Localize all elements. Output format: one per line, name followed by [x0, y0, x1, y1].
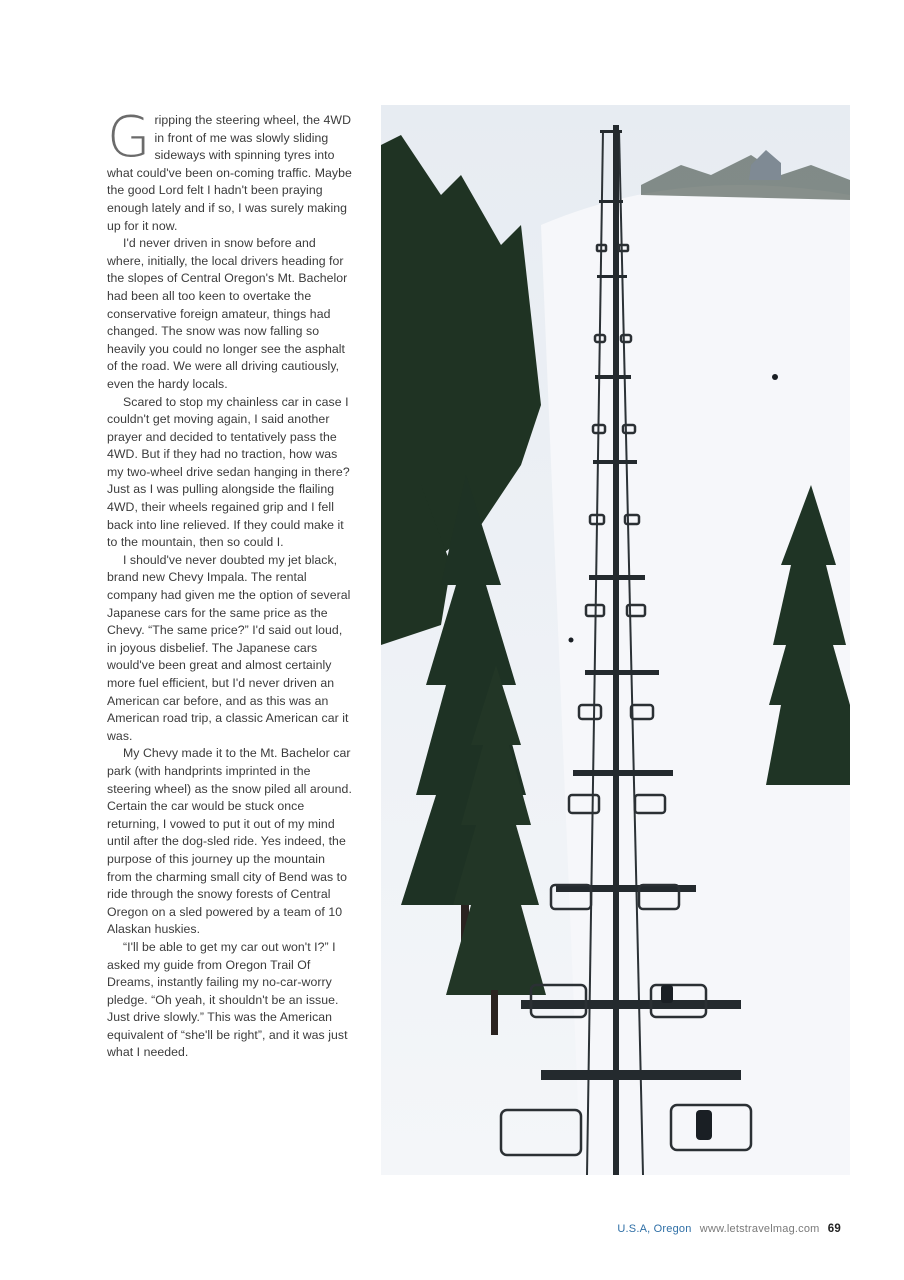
- article-paragraph-6: “I'll be able to get my car out won't I?” I asked my guide from Oregon Trail Of Dreams, instantly failing my no-car-worry pledge. “Oh yeah, it shouldn't be an issue. Just drive slowly.” This was the American equivalent of “she'll be right”, and it was just what I needed.: [107, 939, 348, 1060]
- article-paragraph-4: I should've never doubted my jet black, brand new Chevy Impala. The rental company had given me the option of several Japanese cars for the same price as the Chevy. “The same price?” I'd said out loud, in joyous disbelief. The Japanese cars would've been great and almost certainly more fuel efficient, but I'd never driven an American car before, and as this was an American road trip, a classic American car it was.: [107, 552, 351, 743]
- article-paragraph-5: My Chevy made it to the Mt. Bachelor car park (with handprints imprinted in the steering wheel) as the snow piled all around. Certain the car would be stuck once returning, I vowed to put it out of my mind until after the dog-sled ride. Yes indeed, the purpose of this journey up the mountain from the charming small city of Bend was to ride through the snowy forests of Central Oregon on a sled powered by a team of 10 Alaskan huskies.: [107, 746, 352, 937]
- footer-section: U.S.A, Oregon: [617, 1223, 692, 1235]
- article-paragraph-3: Scared to stop my chainless car in case I couldn't get moving again, I said another prayer and decided to tentatively pass the 4WD. But if they had no traction, how was my two-wheel drive sedan hanging in there? Just as I was pulling alongside the flailing 4WD, their wheels regained grip and I fell back into line relieved. If they could make it to the mountain, then so could I.: [107, 394, 350, 550]
- page-number: 69: [827, 1223, 841, 1235]
- chairlift-illustration: [381, 105, 850, 1175]
- article-body: [107, 105, 352, 1062]
- article-paragraph-1: [107, 105, 352, 235]
- footer-url[interactable]: www.letstravelmag.com: [699, 1223, 820, 1235]
- drop-cap: G: [107, 105, 151, 170]
- page-footer: [617, 1223, 841, 1235]
- paragraph-1-text: ripping the steering wheel, the 4WD in front of me was slowly sliding sideways with spinning tyres into what could've been on-coming traffic. Maybe the good Lord felt I hadn't been praying enough lately and if so, I was surely making up for it now.: [107, 113, 352, 233]
- chairlift-photo: [381, 105, 850, 1175]
- article-paragraph-2: I'd never driven in snow before and where, initially, the local drivers heading for the slopes of Central Oregon's Mt. Bachelor had been all too keen to overtake the conservative foreign amateur, things had changed. The snow was now falling so heavily you could no longer see the asphalt of the road. We were all driving cautiously, even the hardy locals.: [107, 236, 348, 391]
